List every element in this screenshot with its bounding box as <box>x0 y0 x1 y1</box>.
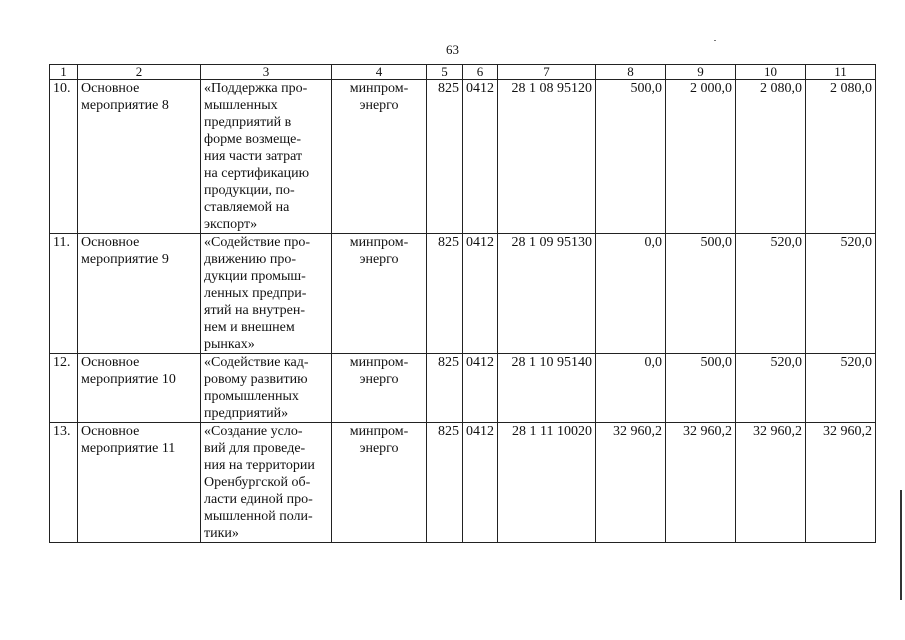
activity-name-line: вий для проведе- <box>204 441 306 456</box>
amount-col10: 32 960,2 <box>736 423 806 543</box>
activity-name-line: нем и внешнем <box>204 320 295 335</box>
col-header-8: 8 <box>596 65 666 80</box>
activity-type <box>78 234 201 354</box>
activity-type <box>78 354 201 423</box>
executor-line: энерго <box>359 441 399 456</box>
amount-col9: 500,0 <box>666 354 736 423</box>
target-code: 28 1 10 95140 <box>498 354 596 423</box>
activity-name <box>201 80 332 234</box>
table-row <box>50 80 876 234</box>
executor <box>332 234 427 354</box>
target-code: 28 1 11 10020 <box>498 423 596 543</box>
activity-name-line: предприятий в <box>204 115 292 130</box>
activity-name <box>201 354 332 423</box>
activity-name-line: форме возмеще- <box>204 132 302 147</box>
col-header-4: 4 <box>332 65 427 80</box>
activity-name-line: продукции, по- <box>204 183 295 198</box>
row-number: 13. <box>50 423 78 543</box>
activity-type-line: Основное <box>81 355 140 370</box>
activity-name-line: ровому развитию <box>204 372 308 387</box>
program-activities-table <box>49 64 876 543</box>
col-header-2: 2 <box>78 65 201 80</box>
activity-name-line: мышленных <box>204 98 278 113</box>
activity-name-line: ятий на внутрен- <box>204 303 306 318</box>
activity-name-line: «Поддержка про- <box>204 81 308 96</box>
executor <box>332 80 427 234</box>
col-header-7: 7 <box>498 65 596 80</box>
amount-col9: 2 000,0 <box>666 80 736 234</box>
activity-name-line: дукции промыш- <box>204 269 306 284</box>
table-row <box>50 354 876 423</box>
amount-col8: 0,0 <box>596 354 666 423</box>
row-number: 12. <box>50 354 78 423</box>
row-number: 10. <box>50 80 78 234</box>
col-header-1: 1 <box>50 65 78 80</box>
amount-col10: 520,0 <box>736 234 806 354</box>
activity-name-line: на сертификацию <box>204 166 310 181</box>
activity-name-line: мышленной поли- <box>204 509 313 524</box>
executor-line: минпром- <box>349 81 409 96</box>
grbs-code: 825 <box>427 80 463 234</box>
grbs-code: 825 <box>427 423 463 543</box>
scan-edge-mark <box>900 490 902 600</box>
row-number: 11. <box>50 234 78 354</box>
activity-name-line: промышленных <box>204 389 299 404</box>
col-header-11: 11 <box>806 65 876 80</box>
activity-type-line: Основное <box>81 235 140 250</box>
amount-col11: 32 960,2 <box>806 423 876 543</box>
executor-line: минпром- <box>349 235 409 250</box>
target-code: 28 1 09 95130 <box>498 234 596 354</box>
section-code: 0412 <box>463 354 498 423</box>
header-row <box>50 65 876 80</box>
executor-line: минпром- <box>349 424 409 439</box>
activity-name-line: движению про- <box>204 252 297 267</box>
col-header-10: 10 <box>736 65 806 80</box>
col-header-3: 3 <box>201 65 332 80</box>
activity-name-line: ния на территории <box>204 458 315 473</box>
amount-col8: 0,0 <box>596 234 666 354</box>
activity-name-line: ленных предпри- <box>204 286 307 301</box>
section-code: 0412 <box>463 234 498 354</box>
table-row <box>50 423 876 543</box>
activity-type-line: мероприятие 9 <box>81 252 169 267</box>
col-header-5: 5 <box>427 65 463 80</box>
activity-type-line: мероприятие 10 <box>81 372 176 387</box>
grbs-code: 825 <box>427 354 463 423</box>
amount-col10: 520,0 <box>736 354 806 423</box>
activity-name-line: тики» <box>204 526 239 541</box>
executor-line: энерго <box>359 252 399 267</box>
activity-name-line: экспорт» <box>204 217 258 232</box>
activity-name-line: предприятий» <box>204 406 289 421</box>
activity-name-line: ласти единой про- <box>204 492 313 507</box>
amount-col9: 500,0 <box>666 234 736 354</box>
page-number: 63 <box>446 42 459 57</box>
executor <box>332 354 427 423</box>
amount-col8: 32 960,2 <box>596 423 666 543</box>
activity-type-line: мероприятие 11 <box>81 441 176 456</box>
col-header-9: 9 <box>666 65 736 80</box>
amount-col9: 32 960,2 <box>666 423 736 543</box>
activity-type-line: Основное <box>81 424 140 439</box>
table-row <box>50 234 876 354</box>
executor-line: энерго <box>359 372 399 387</box>
amount-col10: 2 080,0 <box>736 80 806 234</box>
activity-type <box>78 423 201 543</box>
activity-name-line: «Содействие про- <box>204 235 311 250</box>
section-code: 0412 <box>463 423 498 543</box>
col-header-6: 6 <box>463 65 498 80</box>
executor <box>332 423 427 543</box>
executor-line: минпром- <box>349 355 409 370</box>
activity-name <box>201 234 332 354</box>
activity-name-line: рынках» <box>204 337 255 352</box>
activity-type <box>78 80 201 234</box>
activity-name-line: «Создание усло- <box>204 424 303 439</box>
amount-col11: 2 080,0 <box>806 80 876 234</box>
grbs-code: 825 <box>427 234 463 354</box>
section-code: 0412 <box>463 80 498 234</box>
activity-name-line: Оренбургской об- <box>204 475 311 490</box>
amount-col8: 500,0 <box>596 80 666 234</box>
activity-type-line: мероприятие 8 <box>81 98 169 113</box>
amount-col11: 520,0 <box>806 354 876 423</box>
target-code: 28 1 08 95120 <box>498 80 596 234</box>
activity-name <box>201 423 332 543</box>
activity-type-line: Основное <box>81 81 140 96</box>
activity-name-line: «Содействие кад- <box>204 355 309 370</box>
activity-name-line: ставляемой на <box>204 200 290 215</box>
amount-col11: 520,0 <box>806 234 876 354</box>
executor-line: энерго <box>359 98 399 113</box>
scan-speck <box>714 40 716 41</box>
activity-name-line: ния части затрат <box>204 149 303 164</box>
